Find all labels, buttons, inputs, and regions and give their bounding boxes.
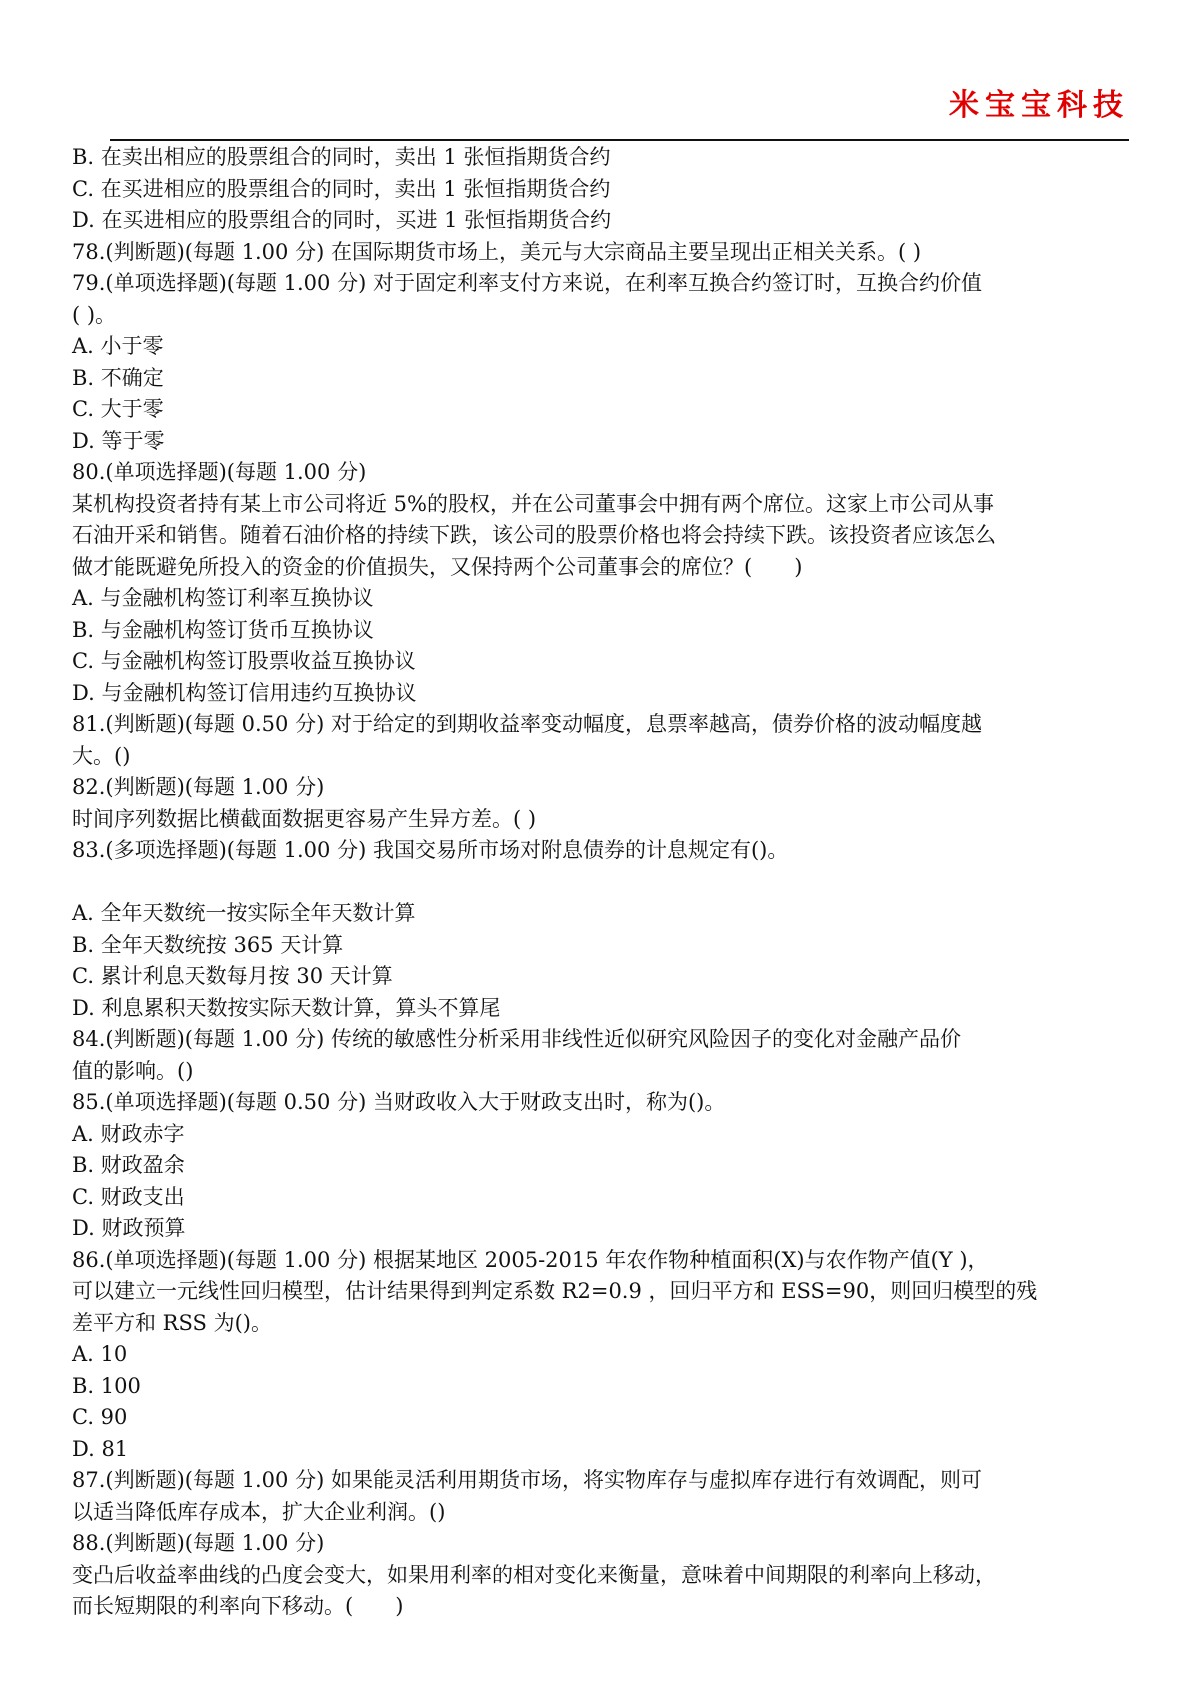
text-line: A. 小于零 xyxy=(72,334,164,358)
text-line: 而长短期限的利率向下移动。( ) xyxy=(72,1594,404,1618)
text-line: 某机构投资者持有某上市公司将近 5%的股权，并在公司董事会中拥有两个席位。这家上市公司从事 xyxy=(72,491,994,516)
text-line: C. 财政支出 xyxy=(72,1184,185,1209)
text-line: 值的影响。() xyxy=(72,1058,194,1083)
text-line: C. 90 xyxy=(72,1405,128,1429)
text-line: 85.(单项选择题)(每题 0.50 分) 当财政收入大于财政支出时，称为()。 xyxy=(72,1090,726,1114)
text-line: 81.(判断题)(每题 0.50 分) 对于给定的到期收益率变动幅度，息票率越高，债券价格的波动幅度越 xyxy=(72,712,982,736)
text-line: 石油开采和销售。随着石油价格的持续下跌，该公司的股票价格也将会持续下跌。该投资者应该怎么 xyxy=(72,523,996,547)
text-line: 差平方和 RSS 为()。 xyxy=(72,1310,272,1335)
text-line: A. 财政赤字 xyxy=(72,1121,185,1146)
text-line: A. 全年天数统一按实际全年天数计算 xyxy=(72,901,416,925)
brand-logo-text: 米宝宝科技 xyxy=(949,88,1129,123)
blank-line xyxy=(72,867,1132,899)
text-line: 87.(判断题)(每题 1.00 分) 如果能灵活利用期货市场，将实物库存与虚拟库存进行有效调配，则可 xyxy=(72,1468,982,1492)
text-line: 86.(单项选择题)(每题 1.00 分) 根据某地区 2005-2015 年农作物种植面积(X)与农作物产值(Y )， xyxy=(72,1247,989,1272)
text-line: B. 财政盈余 xyxy=(72,1153,185,1177)
text-line: 做才能既避免所投入的资金的价值损失，又保持两个公司董事会的席位？( ) xyxy=(72,554,803,579)
text-line: 78.(判断题)(每题 1.00 分) 在国际期货市场上，美元与大宗商品主要呈现出正相关关系。( ) xyxy=(72,239,922,264)
text-line: 88.(判断题)(每题 1.00 分) xyxy=(72,1531,325,1555)
text-line: C. 大于零 xyxy=(72,397,164,421)
text-line: ( )。 xyxy=(72,302,117,327)
text-line: 80.(单项选择题)(每题 1.00 分) xyxy=(72,460,367,484)
text-line: D. 81 xyxy=(72,1436,129,1461)
header-divider xyxy=(110,139,1129,141)
text-line: 79.(单项选择题)(每题 1.00 分) 对于固定利率支付方来说，在利率互换合约签订时，互换合约价值 xyxy=(72,271,982,295)
text-line: D. 财政预算 xyxy=(72,1216,186,1240)
text-line: 大。() xyxy=(72,743,131,768)
text-line: 82.(判断题)(每题 1.00 分) xyxy=(72,775,325,799)
text-line: C. 在买进相应的股票组合的同时，卖出 1 张恒指期货合约 xyxy=(72,176,611,201)
text-line: B. 100 xyxy=(72,1373,141,1398)
text-line: A. 10 xyxy=(72,1342,128,1366)
text-line: D. 等于零 xyxy=(72,428,165,453)
text-line: 变凸后收益率曲线的凸度会变大，如果用利率的相对变化来衡量，意味着中间期限的利率向上移动， xyxy=(72,1562,996,1587)
text-line: B. 在卖出相应的股票组合的同时，卖出 1 张恒指期货合约 xyxy=(72,145,611,169)
text-line: C. 累计利息天数每月按 30 天计算 xyxy=(72,964,393,988)
text-line: 时间序列数据比横截面数据更容易产生异方差。( ) xyxy=(72,806,537,831)
text-line: 83.(多项选择题)(每题 1.00 分) 我国交易所市场对附息债券的计息规定有()。 xyxy=(72,838,789,862)
text-line: 84.(判断题)(每题 1.00 分) 传统的敏感性分析采用非线性近似研究风险因子的变化对金融产品价 xyxy=(72,1027,961,1051)
text-line: D. 利息累积天数按实际天数计算，算头不算尾 xyxy=(72,995,501,1020)
document-body xyxy=(72,142,1132,1623)
text-line: B. 不确定 xyxy=(72,365,164,390)
text-line: D. 与金融机构签订信用违约互换协议 xyxy=(72,680,417,705)
text-line: 以适当降低库存成本，扩大企业利润。() xyxy=(72,1499,446,1524)
text-line: B. 全年天数统按 365 天计算 xyxy=(72,932,344,957)
text-line: 可以建立一元线性回归模型，估计结果得到判定系数 R2=0.9 ，回归平方和 ESS=90，则回归模型的残 xyxy=(72,1279,1038,1303)
text-line: B. 与金融机构签订货币互换协议 xyxy=(72,617,374,642)
text-line: A. 与金融机构签订利率互换协议 xyxy=(72,586,374,610)
text-line: D. 在买进相应的股票组合的同时，买进 1 张恒指期货合约 xyxy=(72,208,612,232)
text-line: C. 与金融机构签订股票收益互换协议 xyxy=(72,649,416,673)
